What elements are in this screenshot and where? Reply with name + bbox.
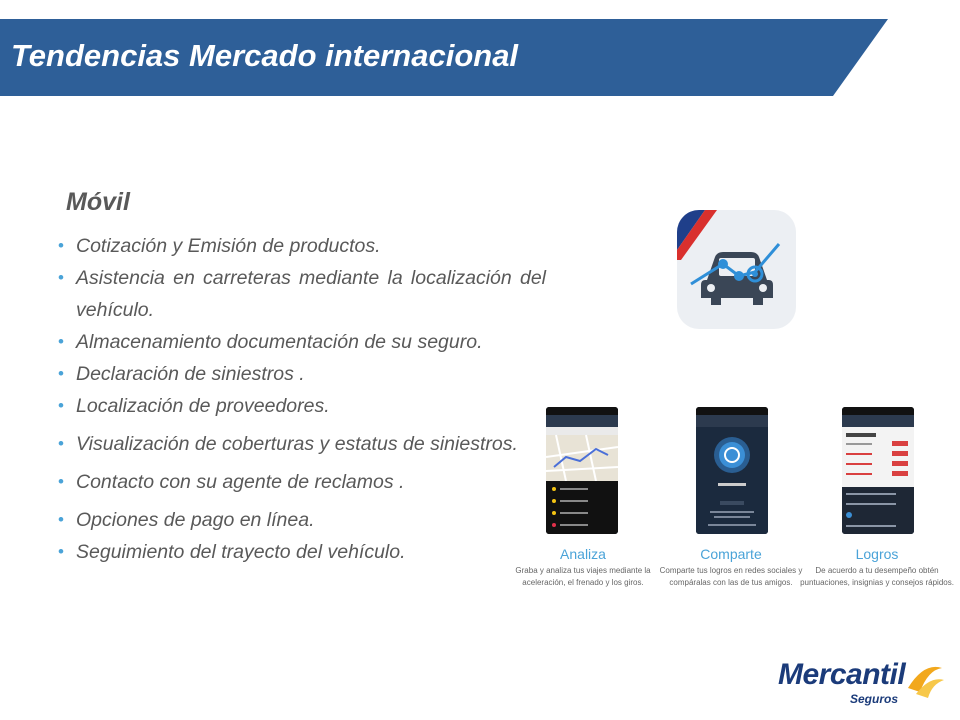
car-route-app-icon — [677, 210, 796, 329]
section-title: Móvil — [66, 188, 130, 216]
list-item: • Asistencia en carreteras mediante la localización del vehículo. — [58, 262, 546, 326]
screen-logros — [842, 407, 914, 534]
screen-comparte — [696, 407, 768, 534]
list-item: • Declaración de siniestros . — [58, 358, 546, 390]
list-item: • Contacto con su agente de reclamos . — [58, 466, 546, 498]
caption-comparte-text: Comparte tus logros en redes sociales y compáralas con las de tus amigos. — [659, 566, 803, 587]
list-item: • Cotización y Emisión de productos. — [58, 230, 546, 262]
list-item: • Opciones de pago en línea. — [58, 504, 546, 536]
caption-comparte-title: Comparte — [700, 546, 762, 562]
logo-brand: Mercantil — [778, 658, 906, 691]
feature-list — [58, 230, 546, 568]
mercantil-logo — [778, 656, 948, 706]
list-item: • Seguimiento del trayecto del vehículo. — [58, 536, 546, 568]
list-item: • Localización de proveedores. — [58, 390, 546, 422]
sun-swoosh-icon — [902, 658, 946, 702]
list-item: • Visualización de coberturas y estatus de siniestros. — [58, 428, 546, 460]
page-title: Tendencias Mercado internacional — [11, 38, 519, 73]
caption-analiza-text: Graba y analiza tus viajes mediante la aceleración, el frenado y los giros. — [515, 566, 651, 587]
caption-logros-title: Logros — [855, 546, 899, 562]
list-item: • Almacenamiento documentación de su seguro. — [58, 326, 546, 358]
logo-sub: Seguros — [850, 692, 899, 706]
caption-logros-text: De acuerdo a tu desempeño obtén puntuaciones, insignias y consejos rápidos. — [800, 566, 954, 587]
screen-analiza — [546, 407, 618, 534]
caption-analiza-title: Analiza — [560, 546, 606, 562]
